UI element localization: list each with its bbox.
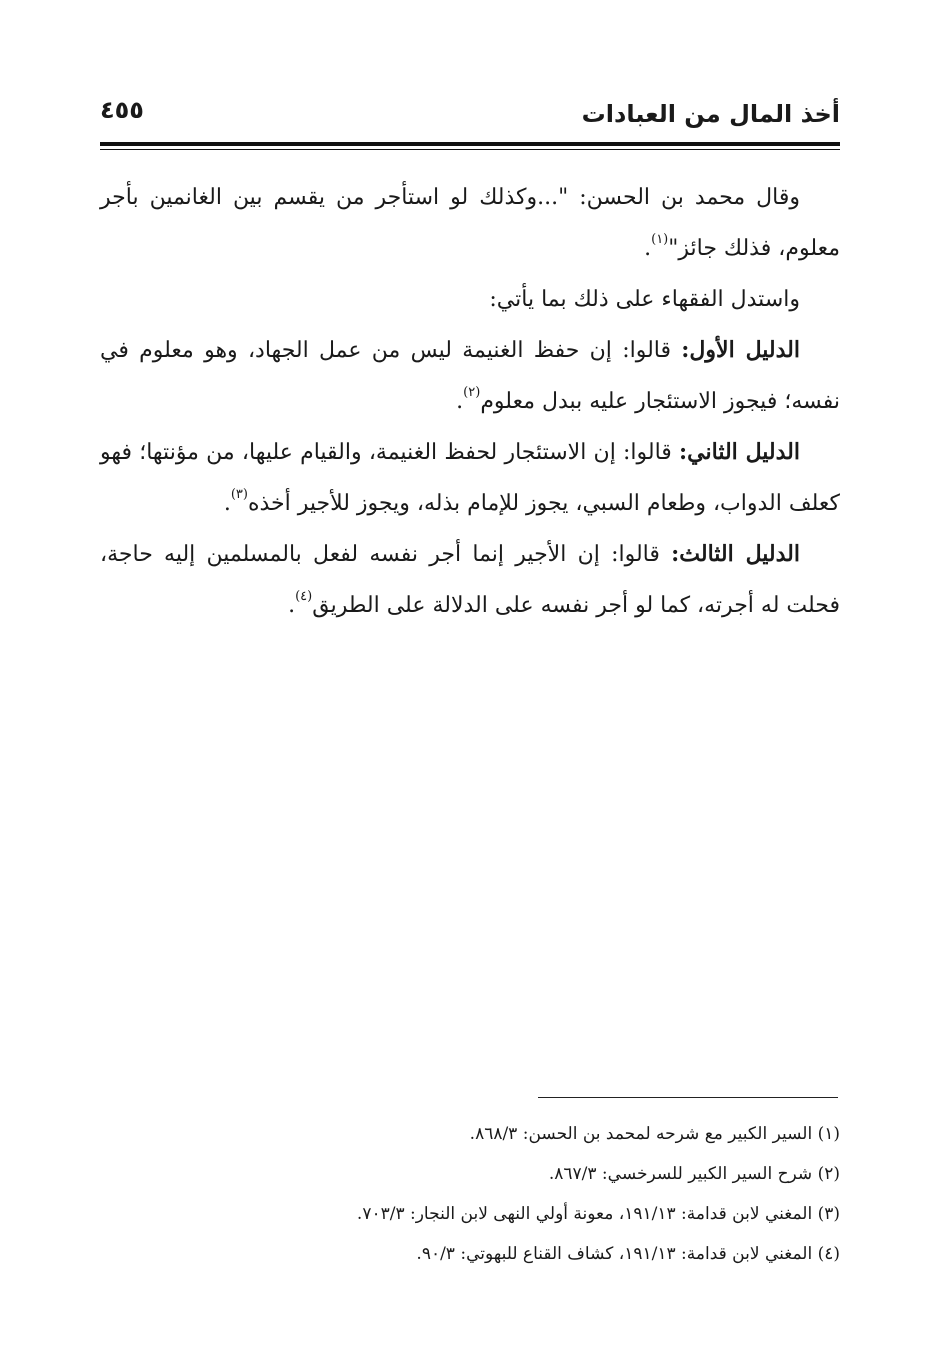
running-header	[100, 96, 840, 136]
footnote-3: (٣) المغني لابن قدامة: ١٩١/١٣، معونة أولي النهى لابن النجار: ٧٠٣/٣.	[356, 1204, 840, 1224]
paragraph-end: .	[644, 236, 652, 261]
header-rule-thick	[100, 142, 840, 146]
paragraph-evidence-2	[100, 427, 840, 529]
footnote-ref: (٤)	[295, 589, 313, 604]
paragraph-evidence-1	[100, 325, 840, 427]
paragraph-text: قالوا: إن الأجير إنما أجر نفسه لفعل بالمسلمين إليه حاجة، فحلت له أجرته، كما لو أجر نفسه على الدلالة على الطريق	[100, 542, 840, 618]
main-text	[100, 172, 840, 631]
footnotes	[100, 1114, 840, 1274]
paragraph-end: .	[456, 389, 464, 414]
evidence-label: الدليل الثالث:	[671, 541, 800, 567]
footnote-2: (٢) شرح السير الكبير للسرخسي: ٨٦٧/٣.	[548, 1164, 840, 1184]
evidence-label: الدليل الأول:	[681, 337, 800, 363]
footnote-4: (٤) المغني لابن قدامة: ١٩١/١٣، كشاف القناع للبهوتي: ٩٠/٣.	[416, 1244, 840, 1264]
paragraph-end: .	[288, 593, 296, 618]
header-title: أخذ المال من العبادات	[581, 100, 840, 128]
paragraph-text: قالوا: إن الاستئجار لحفظ الغنيمة، والقيام عليها، من مؤنتها؛ فهو كعلف الدواب، وطعام السبي، يجوز للإمام بذله، ويجوز للأجير أخذه	[100, 440, 840, 516]
footnote-ref: (٣)	[230, 487, 248, 502]
footnote-1: (١) السير الكبير مع شرحه لمحمد بن الحسن: ٨٦٨/٣.	[469, 1124, 840, 1144]
paragraph-text: وقال محمد بن الحسن: "...وكذلك لو استأجر من يقسم بين الغانمين بأجر معلوم، فذلك جائز"	[100, 185, 840, 261]
paragraph-text: واستدل الفقهاء على ذلك بما يأتي:	[489, 287, 800, 312]
header-rule-thin	[100, 149, 840, 150]
paragraph-text: قالوا: إن حفظ الغنيمة ليس من عمل الجهاد، وهو معلوم في نفسه؛ فيجوز الاستئجار عليه ببدل معلوم	[100, 338, 840, 414]
paragraph-evidence-3	[100, 529, 840, 631]
footnote-separator	[538, 1097, 838, 1098]
paragraph-end: .	[223, 491, 231, 516]
evidence-label: الدليل الثاني:	[679, 439, 800, 465]
page-number: ٤٥٥	[100, 96, 144, 124]
paragraph-intro	[100, 274, 840, 325]
paragraph-quote	[100, 172, 840, 274]
footnote-ref: (٢)	[463, 385, 481, 400]
footnote-ref: (١)	[651, 232, 669, 247]
